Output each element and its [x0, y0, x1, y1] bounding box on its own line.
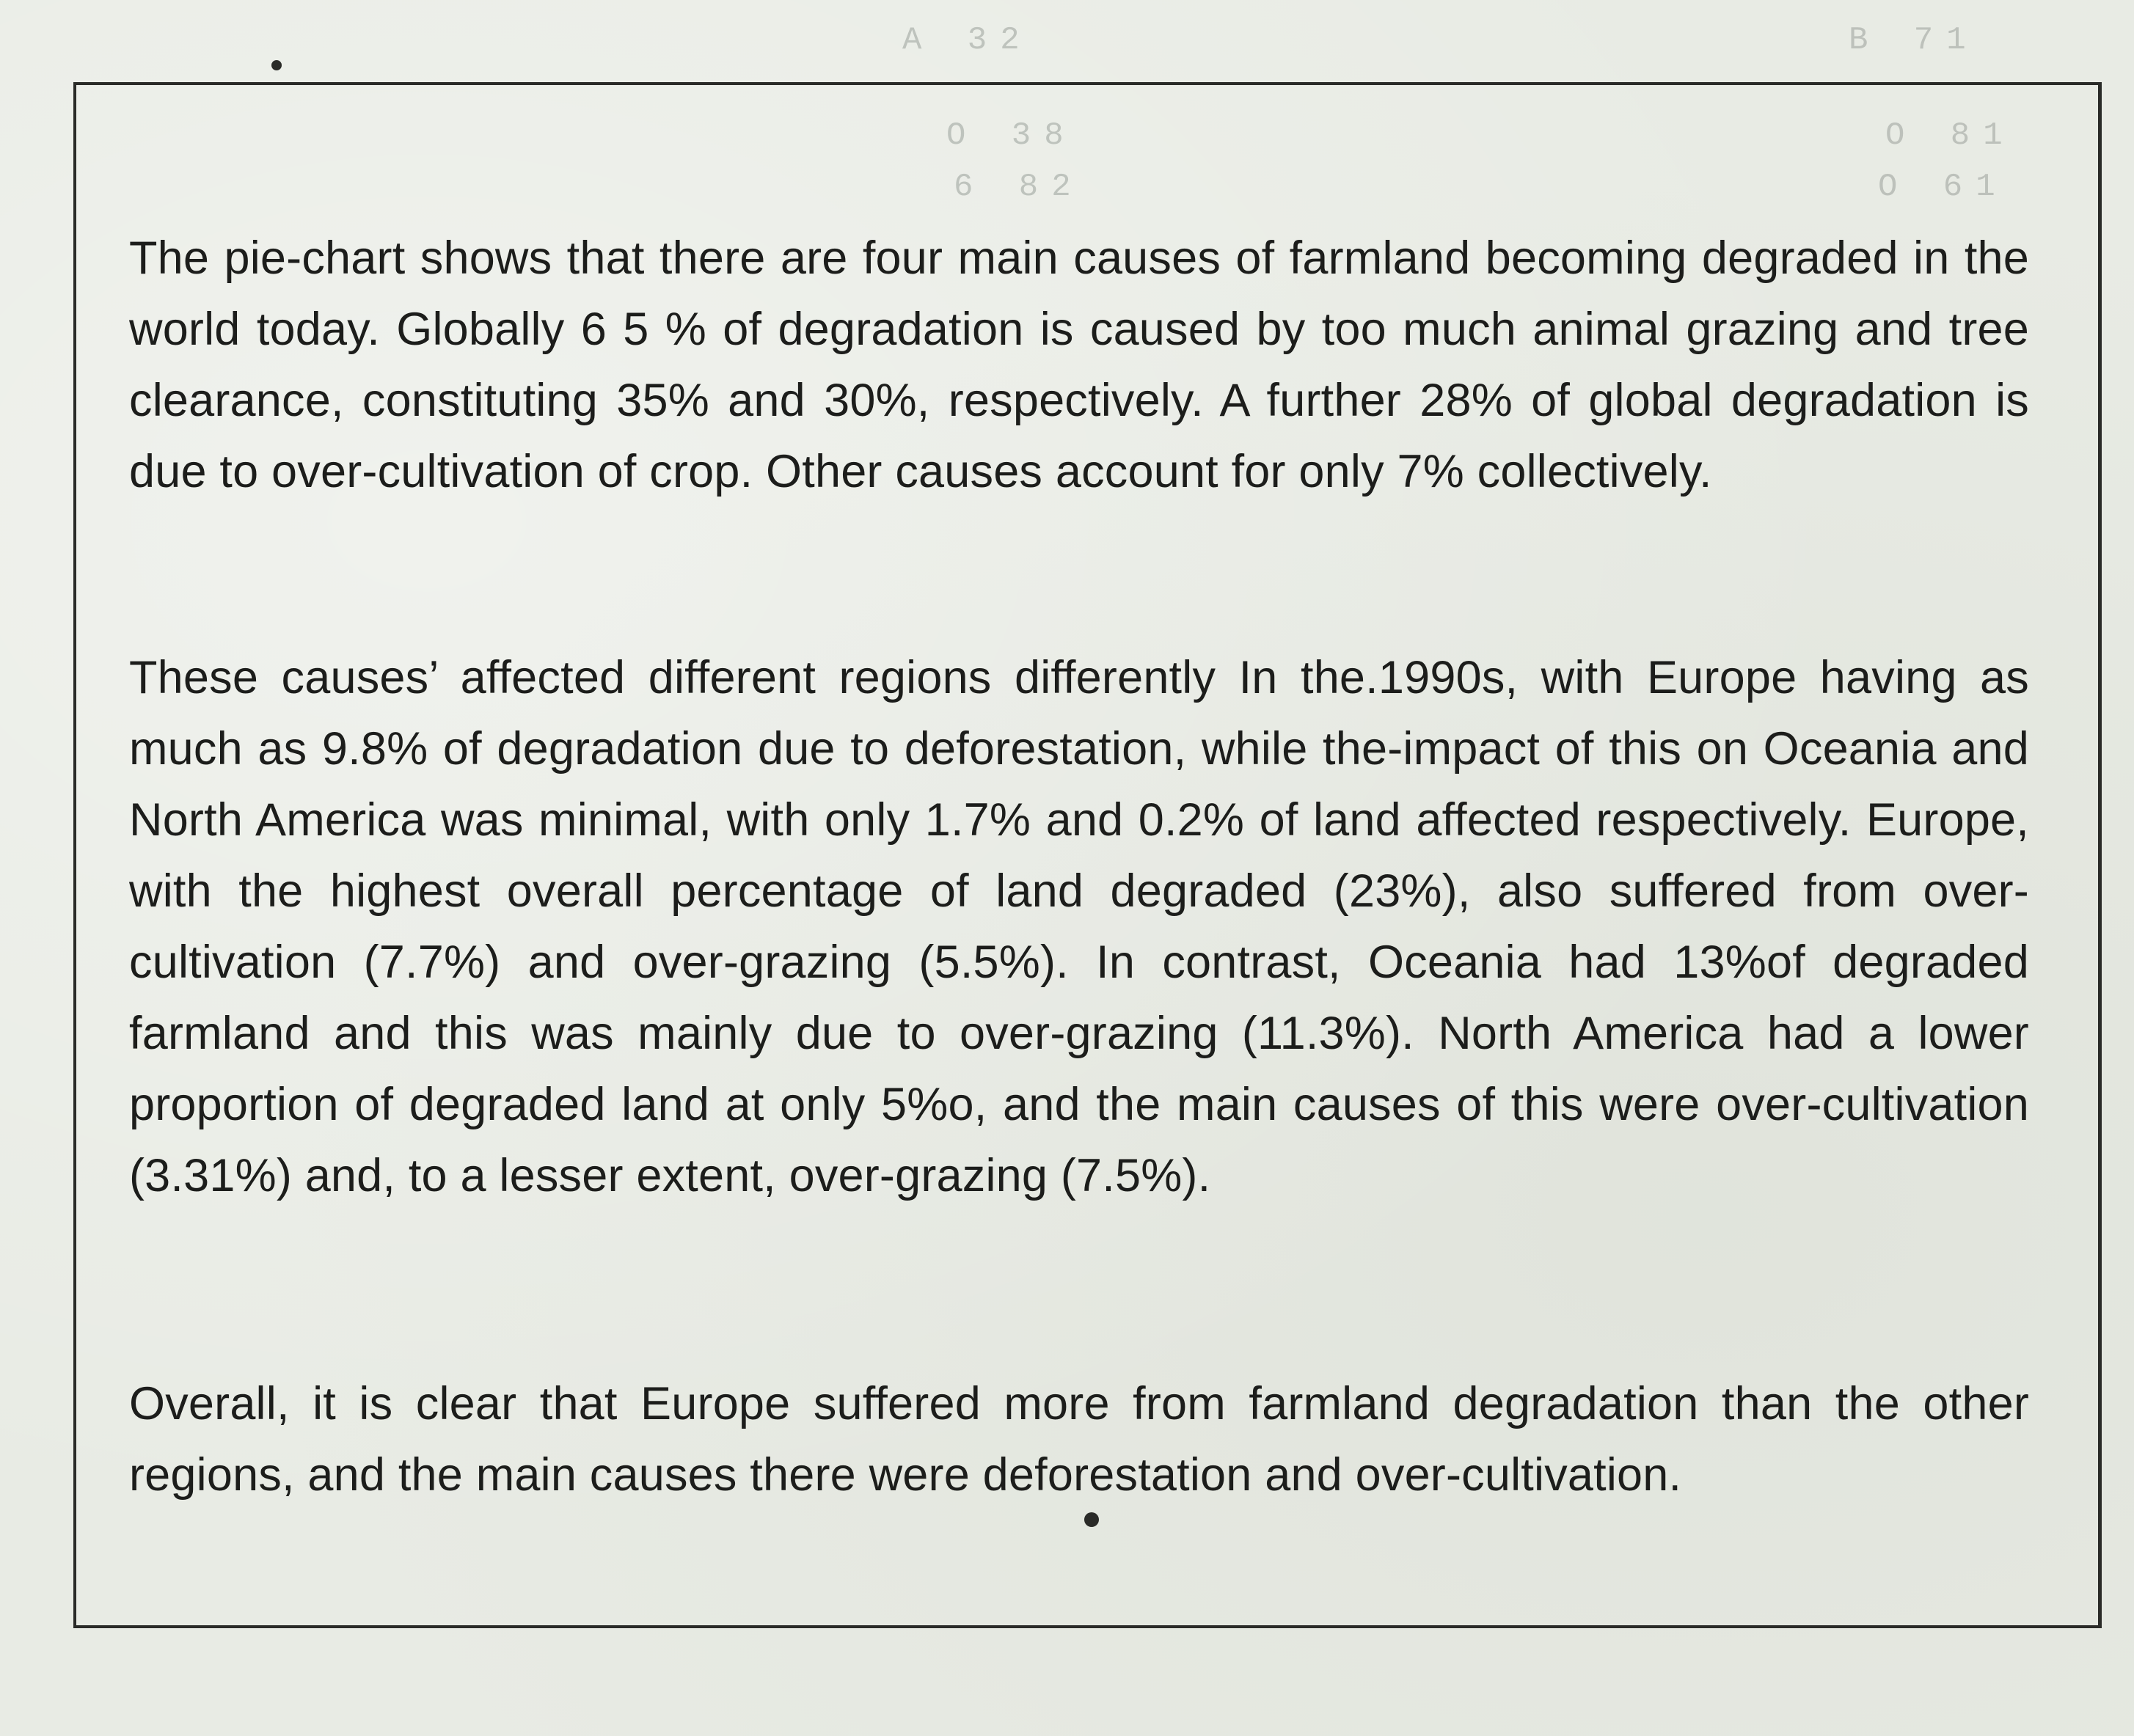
bleed-through-marks: O 81 [1885, 117, 2016, 154]
ink-speck [271, 60, 282, 70]
bleed-through-marks: A 32 [902, 22, 1033, 59]
bleed-through-marks: O 38 [946, 117, 1077, 154]
paragraph-overall-conclusion: Overall, it is clear that Europe suffered more from farmland degradation than the other regions, and the main causes there were deforestation and over-cultivation. [129, 1378, 2029, 1501]
bleed-through-marks: O 61 [1878, 169, 2009, 205]
bleed-through-marks: B 71 [1849, 22, 1979, 59]
ink-speck [1084, 1512, 1099, 1527]
bleed-through-marks: 6 82 [954, 169, 1084, 205]
text-box-border [73, 82, 2102, 1628]
paragraph-pie-chart-summary: The pie-chart shows that there are four main causes of farmland becoming degraded in the world today. Globally 6 5 % of degradation is caused by too much animal grazing and tree clearance, constituting 35% and 30%, respectively. A further 28% of global degradation is due to over-cultivation of crop. Other causes account for only 7% collectively. [129, 232, 2029, 497]
paragraph-regional-comparison: These causes’ affected different regions differently In the.1990s, with Europe having as much as 9.8% of degradation due to deforestation, while the-impact of this on Oceania and North America was minimal, with only 1.7% and 0.2% of land affected respectively. Europe, with the highest overall percentage of land degraded (23%), also suffered from over-cultivation (7.7%) and over-grazing (5.5%). In contrast, Oceania had 13%of degraded farmland and this was mainly due to over-grazing (11.3%). North America had a lower proportion of degraded land at only 5%o, and the main causes of this were over-cultivation (3.31%) and, to a lesser extent, over-grazing (7.5%). [129, 652, 2029, 1201]
